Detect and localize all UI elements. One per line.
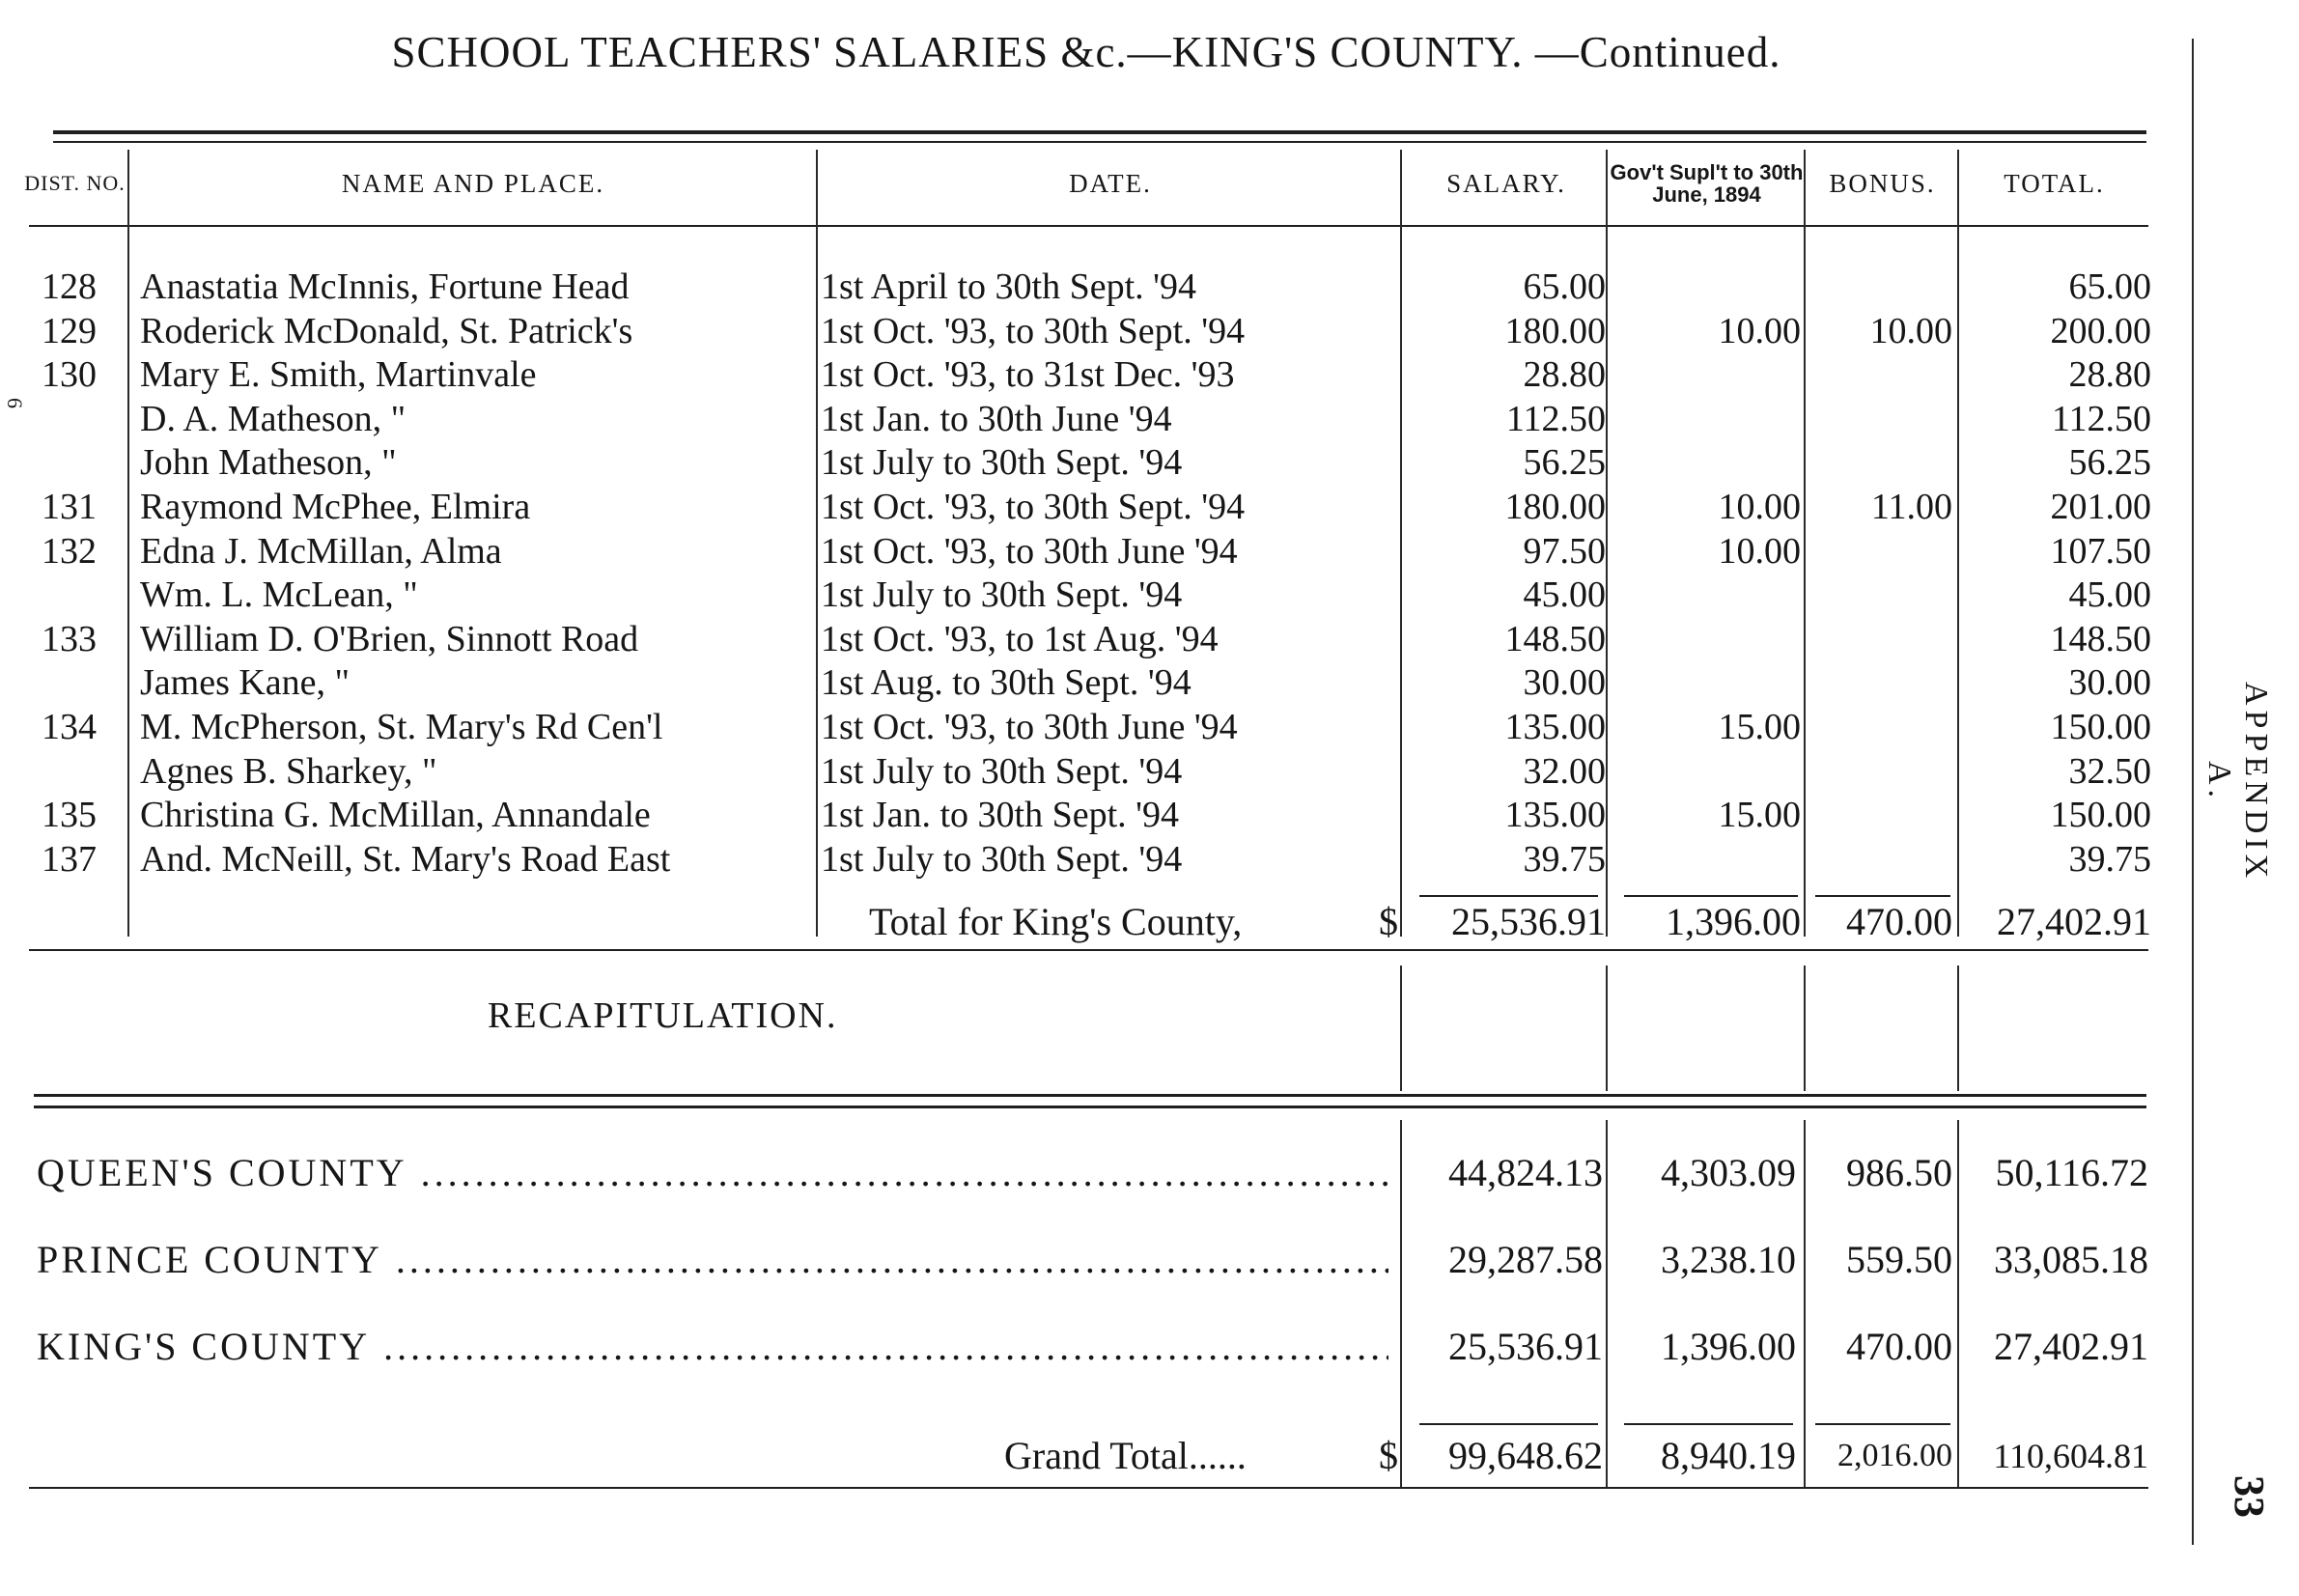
cell-dist [29,574,97,618]
cell-name: John Matheson, " [140,442,397,484]
cell-dist: 131 [42,486,97,527]
recap-row [0,1231,2173,1289]
recap-title: RECAPITULATION. [488,995,838,1036]
cell-gov [1608,398,1801,442]
cell-date: 1st July to 30th Sept. '94 [821,750,1183,792]
recap-gov: 1,396.00 [1661,1325,1796,1368]
county-total-salary: 25,536.91 [1451,900,1606,943]
col-header-gov-supplement: Gov't Supl't to 30th June, 1894 [1610,159,1804,207]
cell-name: Raymond McPhee, Elmira [140,486,531,527]
cell-salary: 148.50 [1504,618,1606,659]
county-total-total: 27,402.91 [1997,900,2151,943]
cell-salary: 32.00 [1523,750,1606,792]
page-number: 33 [2226,1475,2273,1518]
recap-salary: 29,287.58 [1448,1238,1603,1281]
header-bottom-rule [29,225,2148,227]
cell-bonus [1808,661,1952,706]
recap-label: KING'S COUNTY ..... [37,1318,1388,1376]
col-header-salary: SALARY. [1446,168,1566,198]
grand-total-total: 110,604.81 [1993,1437,2148,1475]
cell-dist [29,398,97,442]
section-divider-rule [29,949,2148,951]
cell-dist: 130 [42,354,97,396]
cell-dist: 132 [42,530,97,572]
right-margin-rule [2192,39,2194,1545]
cell-date: 1st Oct. '93, to 30th June '94 [821,530,1238,572]
cell-bonus: 11.00 [1870,486,1952,527]
cell-gov [1608,574,1801,618]
appendix-side-label: APPENDIX A. [2201,681,2274,883]
grand-total-rule-bonus [1815,1423,1950,1425]
col-header-total: TOTAL. [2004,168,2105,198]
recap-label: PRINCE COUNTY ..... [37,1231,1388,1289]
grand-total-bonus: 2,016.00 [1837,1438,1952,1473]
col-header-bonus: BONUS. [1829,168,1936,198]
cell-total: 107.50 [2050,530,2151,572]
recap-total: 50,116.72 [1995,1151,2148,1194]
cell-name: D. A. Matheson, " [140,398,407,439]
recap-total: 27,402.91 [1994,1325,2148,1368]
cell-salary: 135.00 [1504,706,1606,747]
county-total-label: Total for King's County, [869,900,1243,943]
subtotal-rule-salary [1419,895,1598,897]
cell-total: 112.50 [2051,398,2151,439]
table-row [0,661,2173,706]
cell-bonus [1808,266,1952,310]
table-row [0,266,2173,310]
recap-total: 33,085.18 [1994,1238,2148,1281]
cell-salary: 28.80 [1523,354,1606,396]
cell-dist: 134 [42,706,97,747]
cell-name: Roderick McDonald, St. Patrick's [140,310,633,351]
county-total-currency: $ [1379,900,1398,943]
cell-gov: 10.00 [1718,530,1801,572]
cell-bonus [1808,574,1952,618]
cell-total: 148.50 [2050,618,2151,659]
recap-header-divider-2 [1606,966,1608,1091]
cell-salary: 135.00 [1504,795,1606,836]
table-row [0,486,2173,530]
cell-total: 45.00 [2068,574,2151,616]
margin-mark: 6 [3,398,27,408]
cell-gov: 15.00 [1718,795,1801,836]
cell-total: 28.80 [2068,354,2151,396]
cell-date: 1st April to 30th Sept. '94 [821,266,1196,307]
cell-date: 1st Jan. to 30th June '94 [821,398,1172,439]
cell-salary: 56.25 [1523,442,1606,484]
col-header-date: DATE. [1069,168,1152,198]
table-row [0,574,2173,618]
cell-dist: 137 [42,838,97,880]
table-row [0,441,2173,486]
cell-bonus [1808,398,1952,442]
cell-total: 150.00 [2050,795,2151,836]
cell-name: Christina G. McMillan, Annandale [140,795,651,836]
table-row [0,706,2173,750]
recap-bonus: 559.50 [1846,1238,1952,1281]
cell-bonus [1808,750,1952,795]
table-row [0,794,2173,838]
cell-name: And. McNeill, St. Mary's Road East [140,838,671,880]
cell-total: 150.00 [2050,706,2151,747]
cell-dist: 135 [42,795,97,836]
cell-dist: 133 [42,618,97,659]
recap-header-divider-3 [1804,966,1806,1091]
cell-gov [1608,266,1801,310]
cell-dist: 128 [42,266,97,307]
cell-date: 1st Oct. '93, to 30th Sept. '94 [821,486,1246,527]
cell-bonus [1808,530,1952,574]
cell-name: Mary E. Smith, Martinvale [140,354,537,396]
cell-bonus [1808,838,1952,882]
recap-gov: 3,238.10 [1661,1238,1796,1281]
recap-row [0,1318,2173,1376]
teacher-rows [0,266,2173,882]
cell-date: 1st Oct. '93, to 30th June '94 [821,706,1238,747]
table-row [0,838,2173,882]
cell-salary: 65.00 [1523,266,1606,307]
cell-gov [1608,750,1801,795]
cell-bonus: 10.00 [1869,310,1952,351]
table-row [0,353,2173,398]
cell-dist: 129 [42,310,97,351]
recap-rule-thick [34,1094,2146,1097]
recap-salary: 44,824.13 [1448,1151,1603,1194]
cell-name: Edna J. McMillan, Alma [140,530,502,572]
recap-gov: 4,303.09 [1661,1151,1796,1194]
cell-gov [1608,618,1801,662]
cell-salary: 97.50 [1523,530,1606,572]
subtotal-rule-gov [1624,895,1798,897]
cell-gov: 10.00 [1718,486,1801,527]
grand-total-salary: 99,648.62 [1448,1434,1603,1477]
cell-name: M. McPherson, St. Mary's Rd Cen'l [140,706,663,747]
recap-bonus: 986.50 [1846,1151,1952,1194]
cell-bonus [1808,794,1952,838]
grand-total-currency: $ [1379,1434,1398,1477]
cell-date: 1st Oct. '93, to 30th Sept. '94 [821,310,1246,351]
cell-salary: 30.00 [1523,662,1606,704]
cell-salary: 45.00 [1523,574,1606,616]
cell-dist [29,441,97,486]
table-row [0,310,2173,354]
cell-dist [29,750,97,795]
table-row [0,398,2173,442]
header-top-rule [53,130,2146,134]
cell-date: 1st Oct. '93, to 1st Aug. '94 [821,618,1219,659]
cell-gov [1608,441,1801,486]
recap-row [0,1144,2173,1202]
bottom-rule [29,1487,2148,1489]
grand-total-row [0,1427,2173,1485]
grand-total-rule-salary [1419,1423,1598,1425]
col-header-dist: DIST. NO. [24,170,126,195]
cell-salary: 180.00 [1504,486,1606,527]
cell-salary: 39.75 [1523,838,1606,880]
cell-date: 1st July to 30th Sept. '94 [821,442,1183,484]
cell-name: Wm. L. McLean, " [140,574,418,616]
table-row [0,618,2173,662]
cell-total: 39.75 [2068,838,2151,880]
cell-name: Anastatia McInnis, Fortune Head [140,266,630,307]
cell-name: Agnes B. Sharkey, " [140,750,437,792]
grand-total-rule-gov [1624,1423,1793,1425]
cell-gov [1608,661,1801,706]
cell-name: James Kane, " [140,662,350,704]
cell-total: 32.50 [2068,750,2151,792]
col-header-name: NAME AND PLACE. [341,168,605,198]
cell-total: 200.00 [2050,310,2151,351]
cell-total: 201.00 [2050,486,2151,527]
cell-total: 65.00 [2068,266,2151,307]
cell-gov: 15.00 [1718,706,1801,747]
cell-dist [29,661,97,706]
cell-gov [1608,353,1801,398]
cell-date: 1st Oct. '93, to 31st Dec. '93 [821,354,1235,396]
recap-bonus: 470.00 [1846,1325,1952,1368]
cell-salary: 180.00 [1504,310,1606,351]
recap-header-divider-1 [1400,966,1402,1091]
grand-total-gov: 8,940.19 [1661,1434,1796,1477]
table-row [0,750,2173,795]
table-row [0,530,2173,574]
recap-header-divider-4 [1957,966,1959,1091]
county-total-gov: 1,396.00 [1666,900,1801,943]
cell-bonus [1808,618,1952,662]
recap-label: QUEEN'S COUNTY ..... [37,1144,1388,1202]
cell-date: 1st Jan. to 30th Sept. '94 [821,795,1180,836]
cell-bonus [1808,706,1952,750]
cell-date: 1st July to 30th Sept. '94 [821,838,1183,880]
recap-rule-thin [34,1106,2146,1108]
cell-date: 1st Aug. to 30th Sept. '94 [821,662,1192,704]
county-total-bonus: 470.00 [1846,900,1952,943]
cell-gov: 10.00 [1718,310,1801,351]
cell-total: 56.25 [2068,442,2151,484]
cell-bonus [1808,353,1952,398]
grand-total-label: Grand Total...... [1004,1434,1247,1477]
recap-salary: 25,536.91 [1448,1325,1603,1368]
cell-total: 30.00 [2068,662,2151,704]
cell-bonus [1808,441,1952,486]
county-total-row [0,898,2173,946]
cell-date: 1st July to 30th Sept. '94 [821,574,1183,616]
subtotal-rule-bonus [1815,895,1950,897]
page-title: SCHOOL TEACHERS' SALARIES &c.—KING'S COUNTY. —Continued. [391,28,1781,76]
header-top-rule-thin [53,141,2146,143]
cell-gov [1608,838,1801,882]
cell-salary: 112.50 [1505,398,1606,439]
cell-name: William D. O'Brien, Sinnott Road [140,618,639,659]
